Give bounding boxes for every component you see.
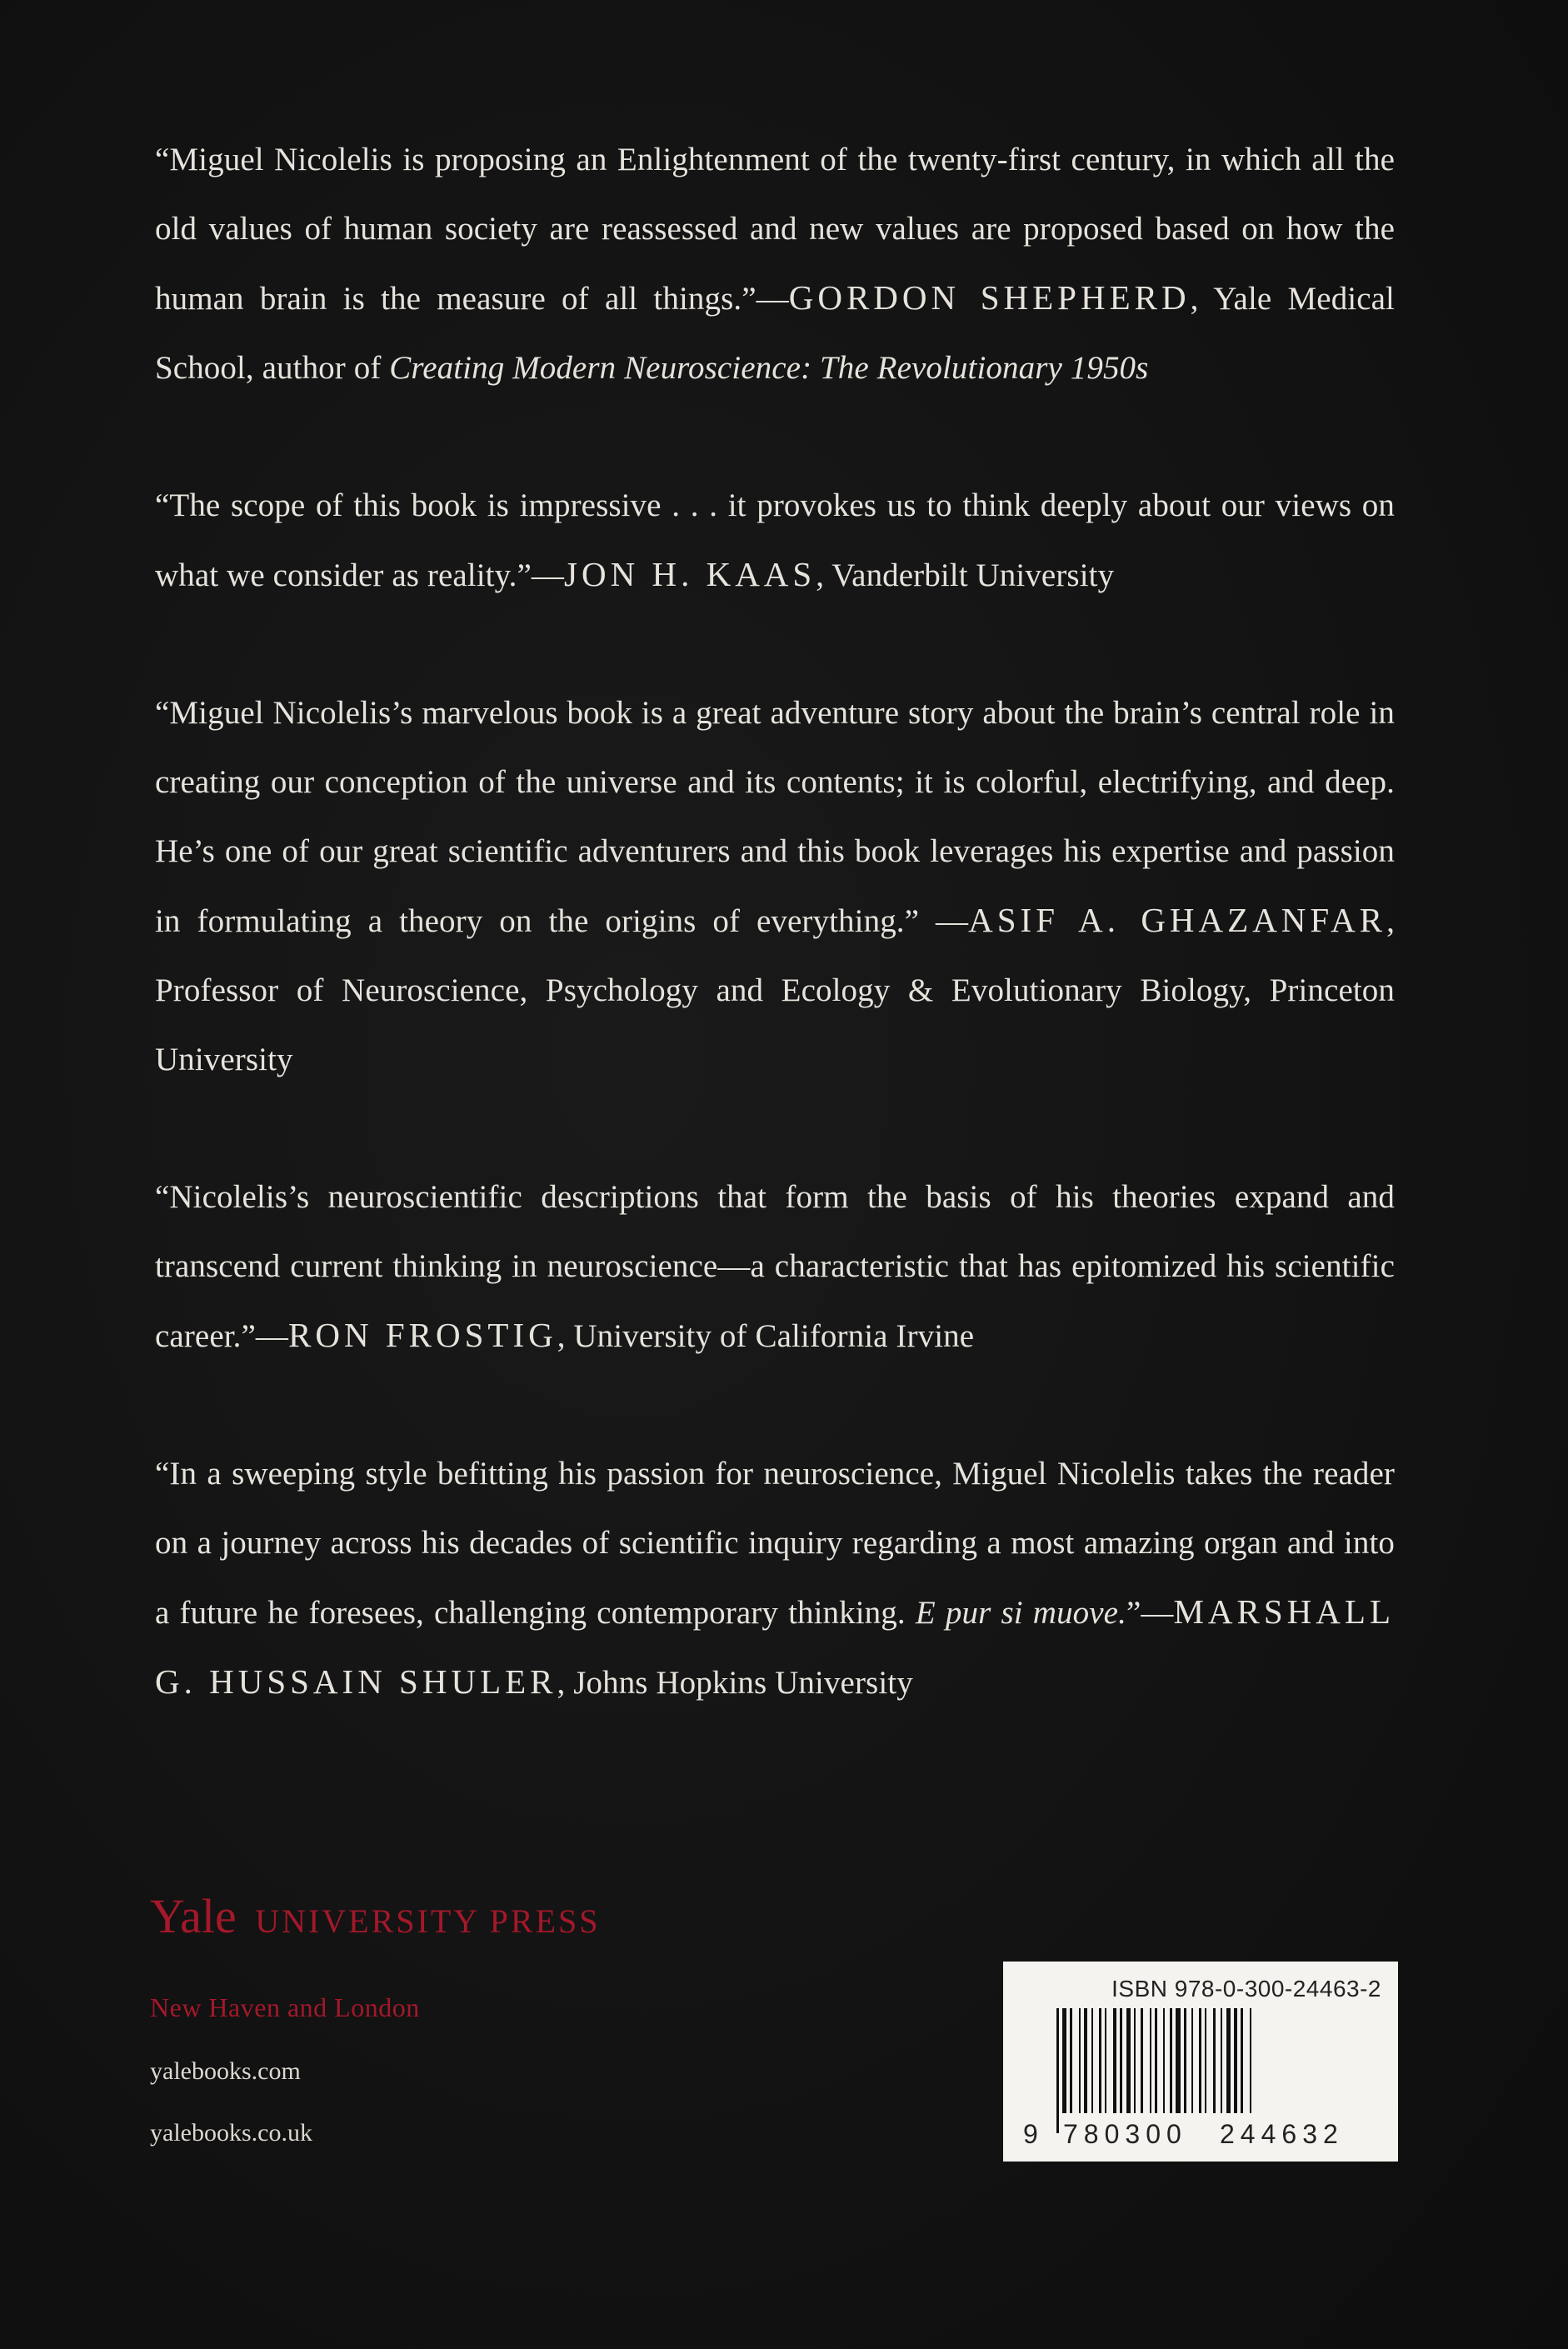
blurb-author: MARSHALL G. HUSSAIN SHULER [155,1592,1395,1701]
publisher-block [150,1882,733,2150]
blurb-author: JON H. KAAS [564,555,816,593]
blurb-affiliation: , University of California Irvine [557,1318,975,1354]
barcode-bar [1099,2008,1101,2113]
barcode-digit-first: 9 [1023,2119,1038,2149]
blurb-text: “Miguel Nicolelis is proposing an Enlightenment of the twenty-first century, in which all the old values of human society are reassessed and new values are proposed based on how the human brain is the measure of all things.”— [155,142,1395,317]
blurb-affiliation: , Vanderbilt University [816,557,1115,593]
blurb-book-title: Creating Modern Neuroscience: The Revolutionary 1950s [389,350,1149,386]
barcode-bar [1141,2008,1143,2113]
barcode-bar [1056,2008,1059,2133]
barcode-image [1020,2008,1381,2150]
blurb-author: RON FROSTIG [288,1316,557,1354]
barcode-bar [1134,2008,1136,2113]
barcode-bar [1176,2008,1181,2113]
blurb-shepherd [155,125,1395,402]
blurb-text: “Miguel Nicolelis’s marvelous book is a great adventure story about the brain’s central role in creating our conception of the universe and its contents; it is colorful, electrifying, and deep. He’s one of our great scientific adventurers and this book leverages his expertise and passion in formulating a theory on the origins of everything.” — [155,695,1395,939]
barcode-bar [1170,2008,1172,2113]
barcode-bar [1241,2008,1243,2113]
blurb-shuler [155,1439,1395,1717]
barcode-label [1003,1962,1398,2162]
barcode-bar [1199,2008,1201,2113]
barcode-digits-left: 780300 [1063,2119,1187,2149]
barcode-bar [1113,2008,1116,2113]
blurb-affiliation: , Johns Hopkins University [557,1665,913,1701]
barcode-digits-right: 244632 [1220,2119,1344,2149]
blurb-kaas [155,471,1395,610]
blurb-text: “In a sweeping style befitting his passion for neuroscience, Miguel Nicolelis takes the reader on a journey across his decades of scientific inquiry regarding a most amazing organ and into a future he foresees, challenging contemporary thinking. [155,1456,1395,1631]
blurb-author: GORDON SHEPHERD [788,278,1191,317]
website-us: yalebooks.com [150,2057,301,2085]
blurb-author: ASIF A. GHAZANFAR [968,901,1387,939]
publisher-logo-press: UNIVERSITY PRESS [255,1902,601,1940]
barcode-bar [1191,2008,1193,2113]
blurb-text: “Nicolelis’s neuroscientific descriptions that form the basis of his theories expand and transcend current thinking in neuroscience—a characteristic that has epitomized his scientific career.”— [155,1179,1395,1354]
barcode-bar [1070,2008,1072,2113]
barcode-bar [1234,2008,1237,2113]
barcode-bar [1084,2008,1087,2113]
blurb-text-after: ”— [1126,1595,1174,1631]
barcode-bar [1126,2008,1131,2113]
barcode-bar [1221,2008,1222,2113]
blurb-frostig [155,1162,1395,1371]
barcode-bar [1205,2008,1206,2113]
website-uk: yalebooks.co.uk [150,2119,312,2147]
barcode-bar [1105,2008,1106,2113]
isbn-text: ISBN 978-0-300-24463-2 [1111,1976,1381,2002]
blurb-affiliation: , Yale Medical School, author of [155,281,1395,386]
blurb-text: “The scope of this book is impressive . . . it provokes us to think deeply about our views on what we consider as reality.”— [155,487,1395,593]
publisher-logo-yale: Yale [150,1889,237,1943]
publisher-locations: New Haven and London [150,1992,420,2022]
blurb-italic-phrase: E pur si muove. [915,1595,1126,1631]
publisher-logo [150,1882,733,1957]
barcode-bar [1163,2008,1165,2113]
blurb-ghazanfar [155,678,1395,1094]
blurb-list [155,125,1395,1786]
barcode-bar [1079,2008,1081,2113]
barcode-bar [1184,2008,1186,2113]
barcode-bar [1120,2008,1122,2113]
barcode-bar [1091,2008,1093,2113]
barcode-bar [1226,2008,1231,2113]
blurb-affiliation: , Professor of Neuroscience, Psychology and Ecology & Evolutionary Biology, Princeton University [155,903,1395,1077]
barcode-bar [1213,2008,1216,2113]
